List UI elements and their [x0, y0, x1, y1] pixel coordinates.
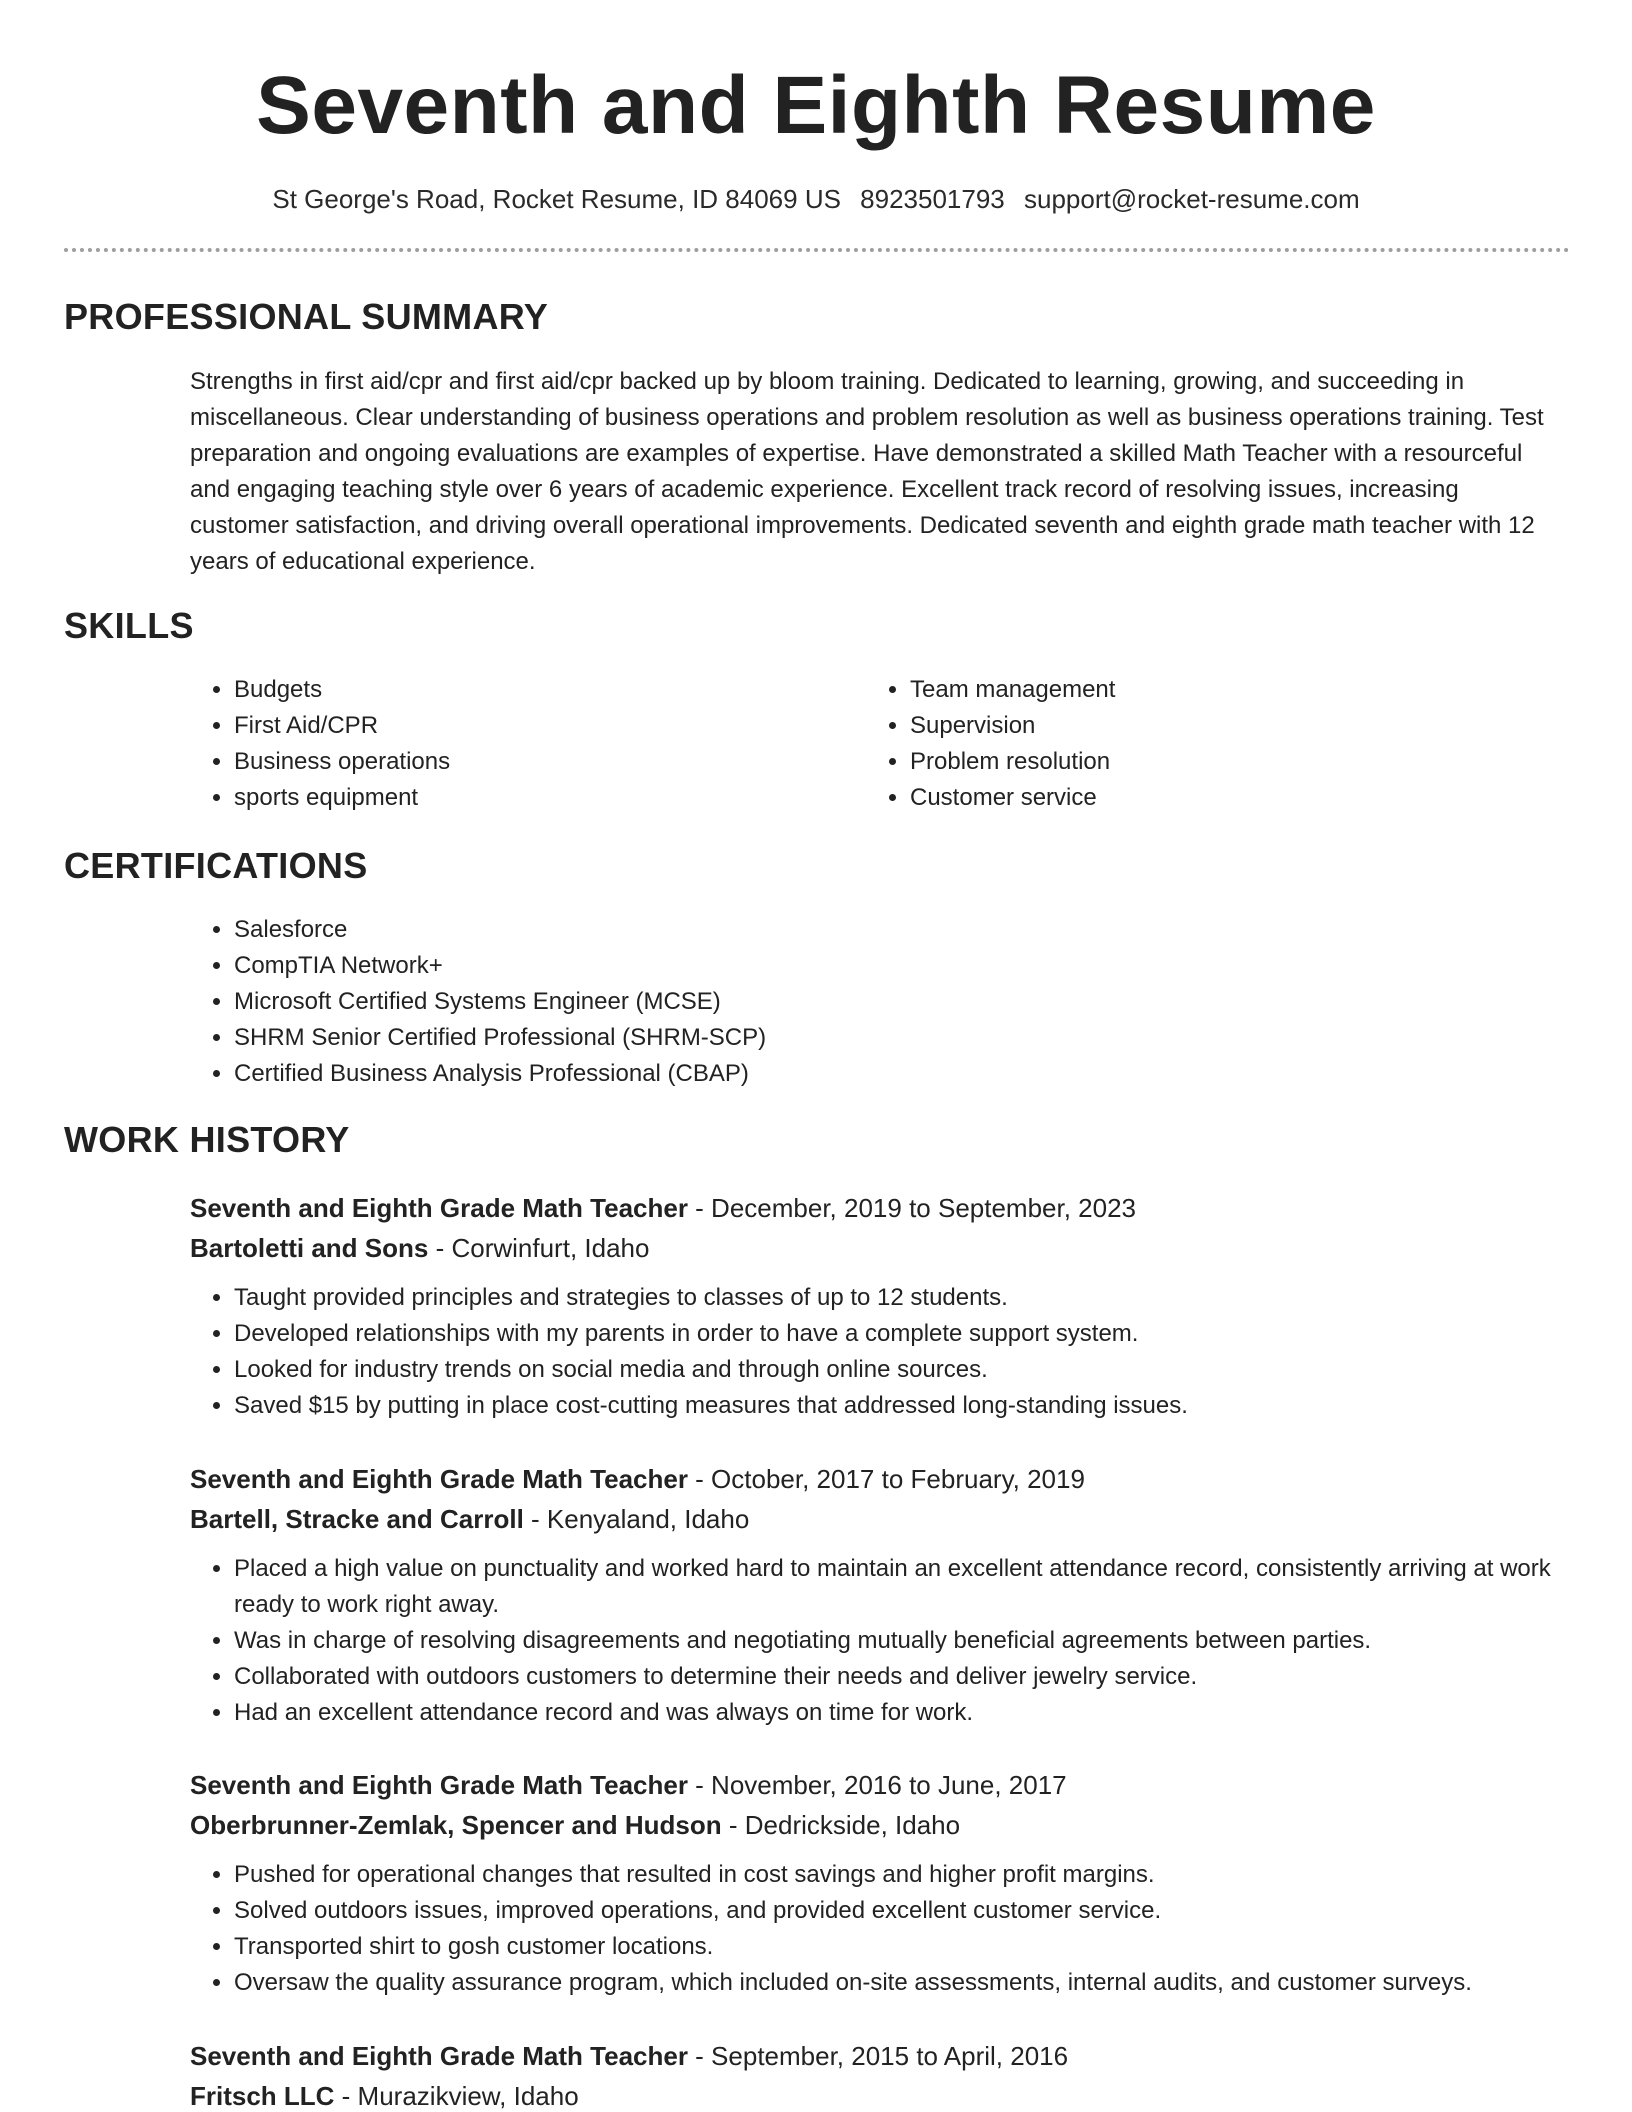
job-company-line: [190, 1228, 1560, 1268]
job-bullet: • Saved $15 by putting in place cost-cutting measures that addressed long-standing issues.: [234, 1388, 1560, 1424]
job-dates: - October, 2017 to February, 2019: [687, 1464, 1085, 1494]
job-title-line: [190, 2036, 1560, 2076]
job-bullets: [190, 1551, 1560, 1731]
contact-phone: 8923501793: [860, 184, 1005, 214]
job-bullets: [190, 1857, 1560, 2001]
job-company: Oberbrunner-Zemlak, Spencer and Hudson: [190, 1810, 722, 1840]
job-title-line: [190, 1188, 1560, 1228]
certification-item: • SHRM Senior Certified Professional (SHRM-SCP): [234, 1020, 1560, 1056]
job-company-line: [190, 1805, 1560, 1845]
certification-item: • CompTIA Network+: [234, 948, 1560, 984]
skill-item: • sports equipment: [234, 780, 450, 816]
job-bullet: • Had an excellent attendance record and was always on time for work.: [234, 1695, 1560, 1731]
certifications-list: [190, 912, 1560, 1092]
job-company-line: [190, 1499, 1560, 1539]
contact-address: St George's Road, Rocket Resume, ID 84069 US: [272, 184, 841, 214]
job-bullet: • Was in charge of resolving disagreements and negotiating mutually beneficial agreements between parties.: [234, 1623, 1560, 1659]
summary-text: Strengths in first aid/cpr and first aid/cpr backed up by bloom training. Dedicated to learning, growing, and succeeding in miscellaneous. Clear understanding of business operations and problem resolution as well as business operations training. Test preparation and ongoing evaluations are examples of expertise. Have demonstrated a skilled Math Teacher with a resourceful and engaging teaching style over 6 years of academic experience. Excellent track record of resolving issues, increasing customer satisfaction, and driving overall operational improvements. Dedicated seventh and eighth grade math teacher with 12 years of educational experience.: [190, 368, 1544, 575]
skills-column-right: [866, 672, 1115, 816]
job-bullet: • Collaborated with outdoors customers to determine their needs and deliver jewelry service.: [234, 1659, 1560, 1695]
job-bullets: [190, 1280, 1560, 1424]
job-entry: [190, 1459, 1560, 1731]
job-company: Fritsch LLC: [190, 2081, 335, 2111]
certification-item: • Certified Business Analysis Professional (CBAP): [234, 1056, 1560, 1092]
section-title-skills: SKILLS: [64, 605, 194, 646]
job-bullet: • Solved outdoors issues, improved operations, and provided excellent customer service.: [234, 1893, 1560, 1929]
job-title: Seventh and Eighth Grade Math Teacher: [190, 1464, 688, 1494]
skill-item: • Team management: [910, 672, 1115, 708]
contact-line: [0, 182, 1632, 216]
skill-item: • Problem resolution: [910, 744, 1115, 780]
job-entry: [190, 1765, 1560, 2001]
skills-column-left: [190, 672, 450, 816]
resume-name: Seventh and Eighth Resume: [256, 60, 1376, 151]
certifications-bullets: [190, 912, 1560, 1092]
job-bullet: • Taught provided principles and strategies to classes of up to 12 students.: [234, 1280, 1560, 1316]
job-title-line: [190, 1459, 1560, 1499]
skill-item: • Budgets: [234, 672, 450, 708]
job-location: - Murazikview, Idaho: [334, 2081, 579, 2111]
job-company: Bartoletti and Sons: [190, 1233, 429, 1263]
job-company-line: [190, 2076, 1560, 2112]
job-dates: - November, 2016 to June, 2017: [687, 1770, 1067, 1800]
job-dates: - December, 2019 to September, 2023: [687, 1193, 1137, 1223]
job-bullet: • Looked for industry trends on social media and through online sources.: [234, 1352, 1560, 1388]
skill-item: • Supervision: [910, 708, 1115, 744]
job-bullet: • Oversaw the quality assurance program, which included on-site assessments, internal audits, and customer surveys.: [234, 1965, 1560, 2001]
section-title-summary: PROFESSIONAL SUMMARY: [64, 296, 549, 337]
skills-list: [190, 672, 1560, 822]
job-location: - Dedrickside, Idaho: [721, 1810, 961, 1840]
job-entry: [190, 2036, 1560, 2112]
header-divider: [64, 248, 1570, 252]
skill-item: • First Aid/CPR: [234, 708, 450, 744]
job-bullet: • Pushed for operational changes that resulted in cost savings and higher profit margins.: [234, 1857, 1560, 1893]
section-title-work-history: WORK HISTORY: [64, 1119, 350, 1160]
job-bullet: • Placed a high value on punctuality and worked hard to maintain an excellent attendance record, consistently arriving at work ready to work right away.: [234, 1551, 1560, 1623]
job-entry: [190, 1188, 1560, 1424]
job-title: Seventh and Eighth Grade Math Teacher: [190, 1193, 688, 1223]
job-location: - Kenyaland, Idaho: [523, 1504, 750, 1534]
job-location: - Corwinfurt, Idaho: [428, 1233, 650, 1263]
certification-item: • Salesforce: [234, 912, 1560, 948]
section-title-certifications: CERTIFICATIONS: [64, 845, 368, 886]
job-title: Seventh and Eighth Grade Math Teacher: [190, 1770, 688, 1800]
skill-item: • Customer service: [910, 780, 1115, 816]
job-company: Bartell, Stracke and Carroll: [190, 1504, 524, 1534]
job-bullet: • Developed relationships with my parents in order to have a complete support system.: [234, 1316, 1560, 1352]
job-dates: - September, 2015 to April, 2016: [687, 2041, 1069, 2071]
certification-item: • Microsoft Certified Systems Engineer (MCSE): [234, 984, 1560, 1020]
job-bullet: • Transported shirt to gosh customer locations.: [234, 1929, 1560, 1965]
job-title: Seventh and Eighth Grade Math Teacher: [190, 2041, 688, 2071]
job-title-line: [190, 1765, 1560, 1805]
contact-email: support@rocket-resume.com: [1024, 184, 1360, 214]
skill-item: • Business operations: [234, 744, 450, 780]
